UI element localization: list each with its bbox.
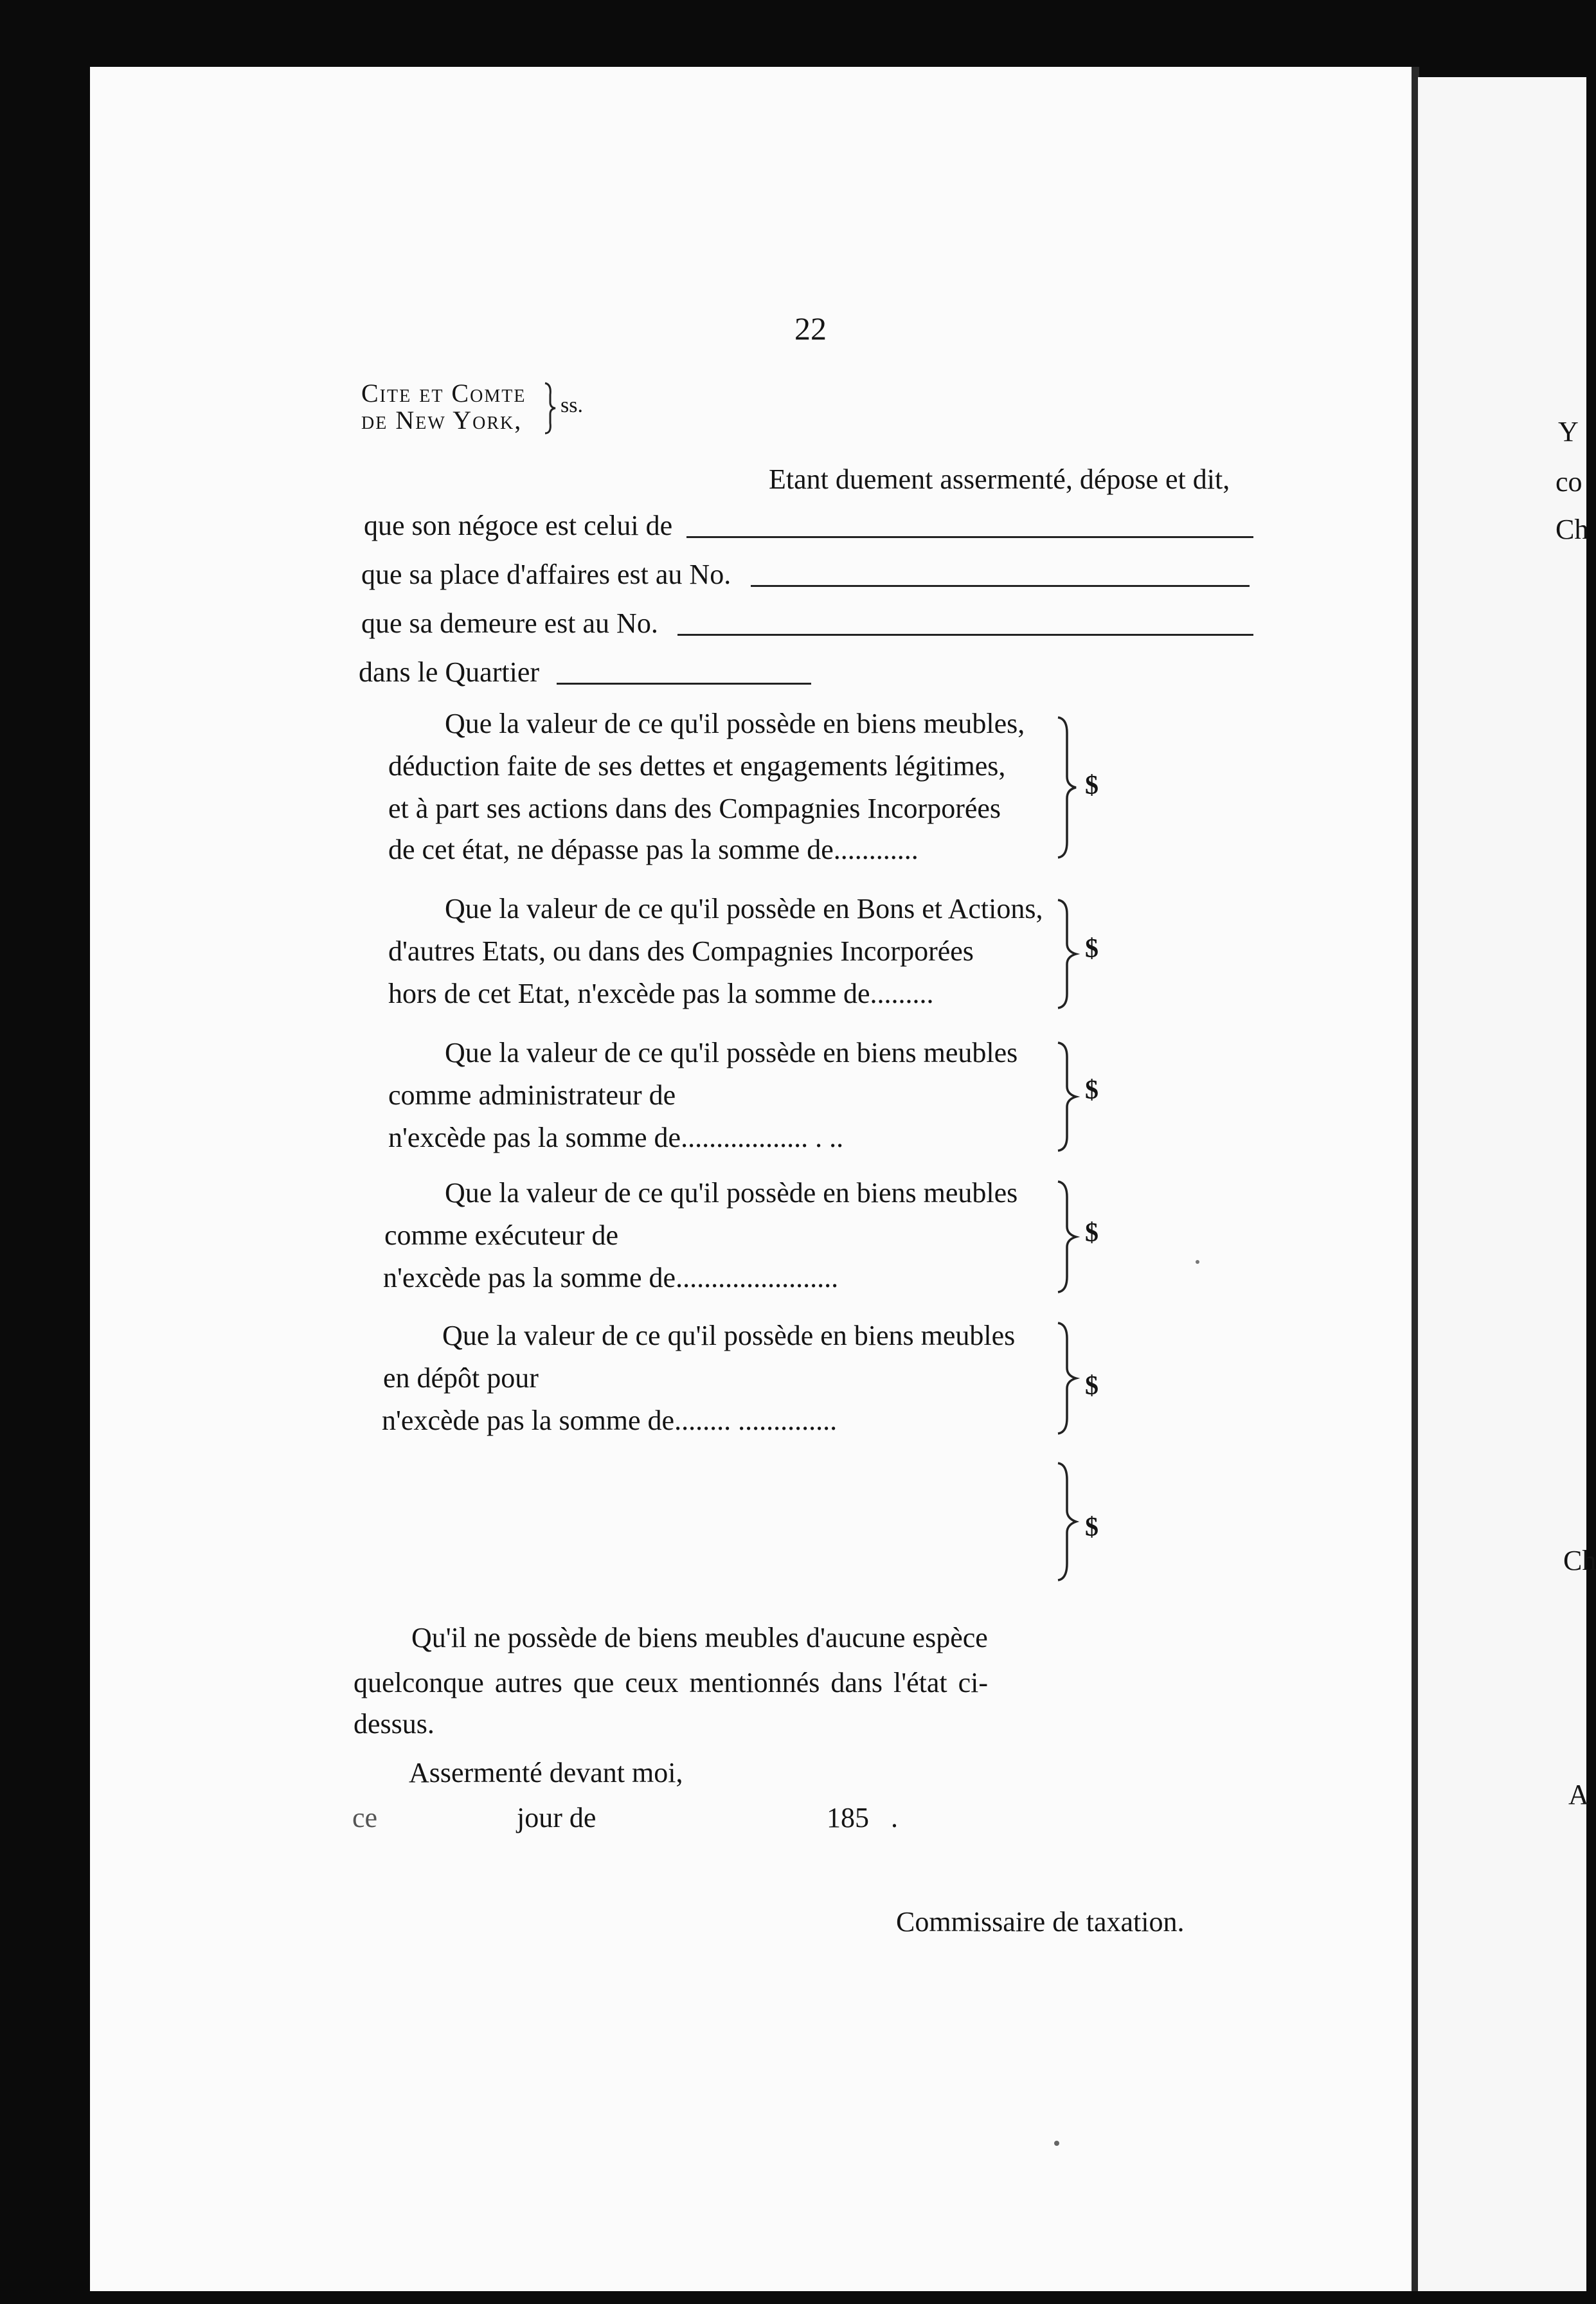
- section-3-dollar-sign: $: [1085, 1076, 1098, 1105]
- speck: [1196, 1260, 1199, 1264]
- closing-line-1: Qu'il ne possède de biens meubles d'aucune espèce: [411, 1622, 988, 1653]
- section-4-line-1: Que la valeur de ce qu'il possède en biens meubles: [445, 1177, 1018, 1209]
- intro-statement: Etant duement assermenté, dépose et dit,: [769, 464, 1230, 495]
- date-ce: ce: [352, 1802, 378, 1833]
- blank-line-residence: [677, 634, 1253, 636]
- section-5-dollar-sign: $: [1085, 1371, 1098, 1401]
- blank-line-business: [686, 536, 1253, 538]
- section-1-line-2: déduction faite de ses dettes et engagements légitimes,: [388, 750, 1006, 782]
- venue-line-1: Cite et Comte: [361, 379, 526, 408]
- section-1-line-4: de cet état, ne dépasse pas la somme de............: [388, 834, 919, 865]
- venue-line-2: de New York,: [361, 406, 523, 435]
- facing-page-fragment: Ch: [1563, 1545, 1596, 1576]
- facing-page-fragment: co: [1556, 466, 1583, 498]
- commissioner-signature-line: Commissaire de taxation.: [896, 1906, 1185, 1938]
- facing-page: [1418, 77, 1589, 2291]
- facing-page-fragment: A: [1568, 1779, 1589, 1810]
- page-number: 22: [794, 310, 827, 346]
- closing-line-3: dessus.: [354, 1708, 435, 1740]
- section-5-line-1: Que la valeur de ce qu'il possède en biens meubles: [442, 1320, 1016, 1351]
- sworn-before-me: Assermenté devant moi,: [409, 1757, 683, 1788]
- section-1-line-3: et à part ses actions dans des Compagnies Incorporées: [388, 793, 1001, 824]
- section-5-brace: [1054, 1320, 1080, 1436]
- date-period: .: [891, 1802, 898, 1833]
- date-jour-de: jour de: [517, 1802, 596, 1833]
- section-2-line-3: hors de cet Etat, n'excède pas la somme de.........: [388, 978, 934, 1009]
- field-label-ward: dans le Quartier: [359, 656, 539, 688]
- field-label-place-of-business: que sa place d'affaires est au No.: [361, 559, 731, 590]
- section-1-dollar-sign: $: [1085, 771, 1098, 800]
- section-2-line-2: d'autres Etats, ou dans des Compagnies Incorporées: [388, 935, 974, 967]
- section-6-brace: [1054, 1461, 1080, 1583]
- venue-ss: ss.: [560, 393, 583, 417]
- blank-line-place-of-business: [751, 585, 1250, 587]
- section-3-line-1: Que la valeur de ce qu'il possède en biens meubles: [445, 1037, 1018, 1068]
- facing-page-fragment: Y: [1558, 416, 1579, 447]
- speck: [1054, 2141, 1059, 2146]
- facing-page-fragment: Ch: [1556, 514, 1589, 545]
- section-2-dollar-sign: $: [1085, 934, 1098, 964]
- section-3-brace: [1054, 1040, 1080, 1153]
- section-5-line-2: en dépôt pour: [383, 1362, 539, 1394]
- section-1-line-1: Que la valeur de ce qu'il possède en biens meubles,: [445, 708, 1025, 739]
- venue-brace: [542, 381, 558, 436]
- section-4-brace: [1054, 1179, 1080, 1295]
- field-label-residence: que sa demeure est au No.: [361, 608, 658, 639]
- section-2-line-1: Que la valeur de ce qu'il possède en Bons et Actions,: [445, 893, 1043, 924]
- closing-line-2: quelconque autres que ceux mentionnés dans l'état ci-: [354, 1667, 989, 1698]
- section-1-brace: [1054, 715, 1080, 860]
- section-3-line-3: n'excède pas la somme de.................. . ..: [388, 1122, 844, 1153]
- section-5-line-3: n'excède pas la somme de........ ..............: [382, 1405, 838, 1436]
- section-4-dollar-sign: $: [1085, 1218, 1098, 1248]
- section-3-line-2: comme administrateur de: [388, 1079, 676, 1111]
- section-6-dollar-sign: $: [1085, 1513, 1098, 1542]
- section-2-brace: [1054, 897, 1080, 1011]
- date-year: 185: [827, 1802, 869, 1833]
- field-label-business: que son négoce est celui de: [364, 510, 673, 541]
- blank-line-ward: [557, 683, 811, 685]
- section-4-line-3: n'excède pas la somme de.......................: [383, 1262, 839, 1293]
- section-4-line-2: comme exécuteur de: [384, 1220, 619, 1251]
